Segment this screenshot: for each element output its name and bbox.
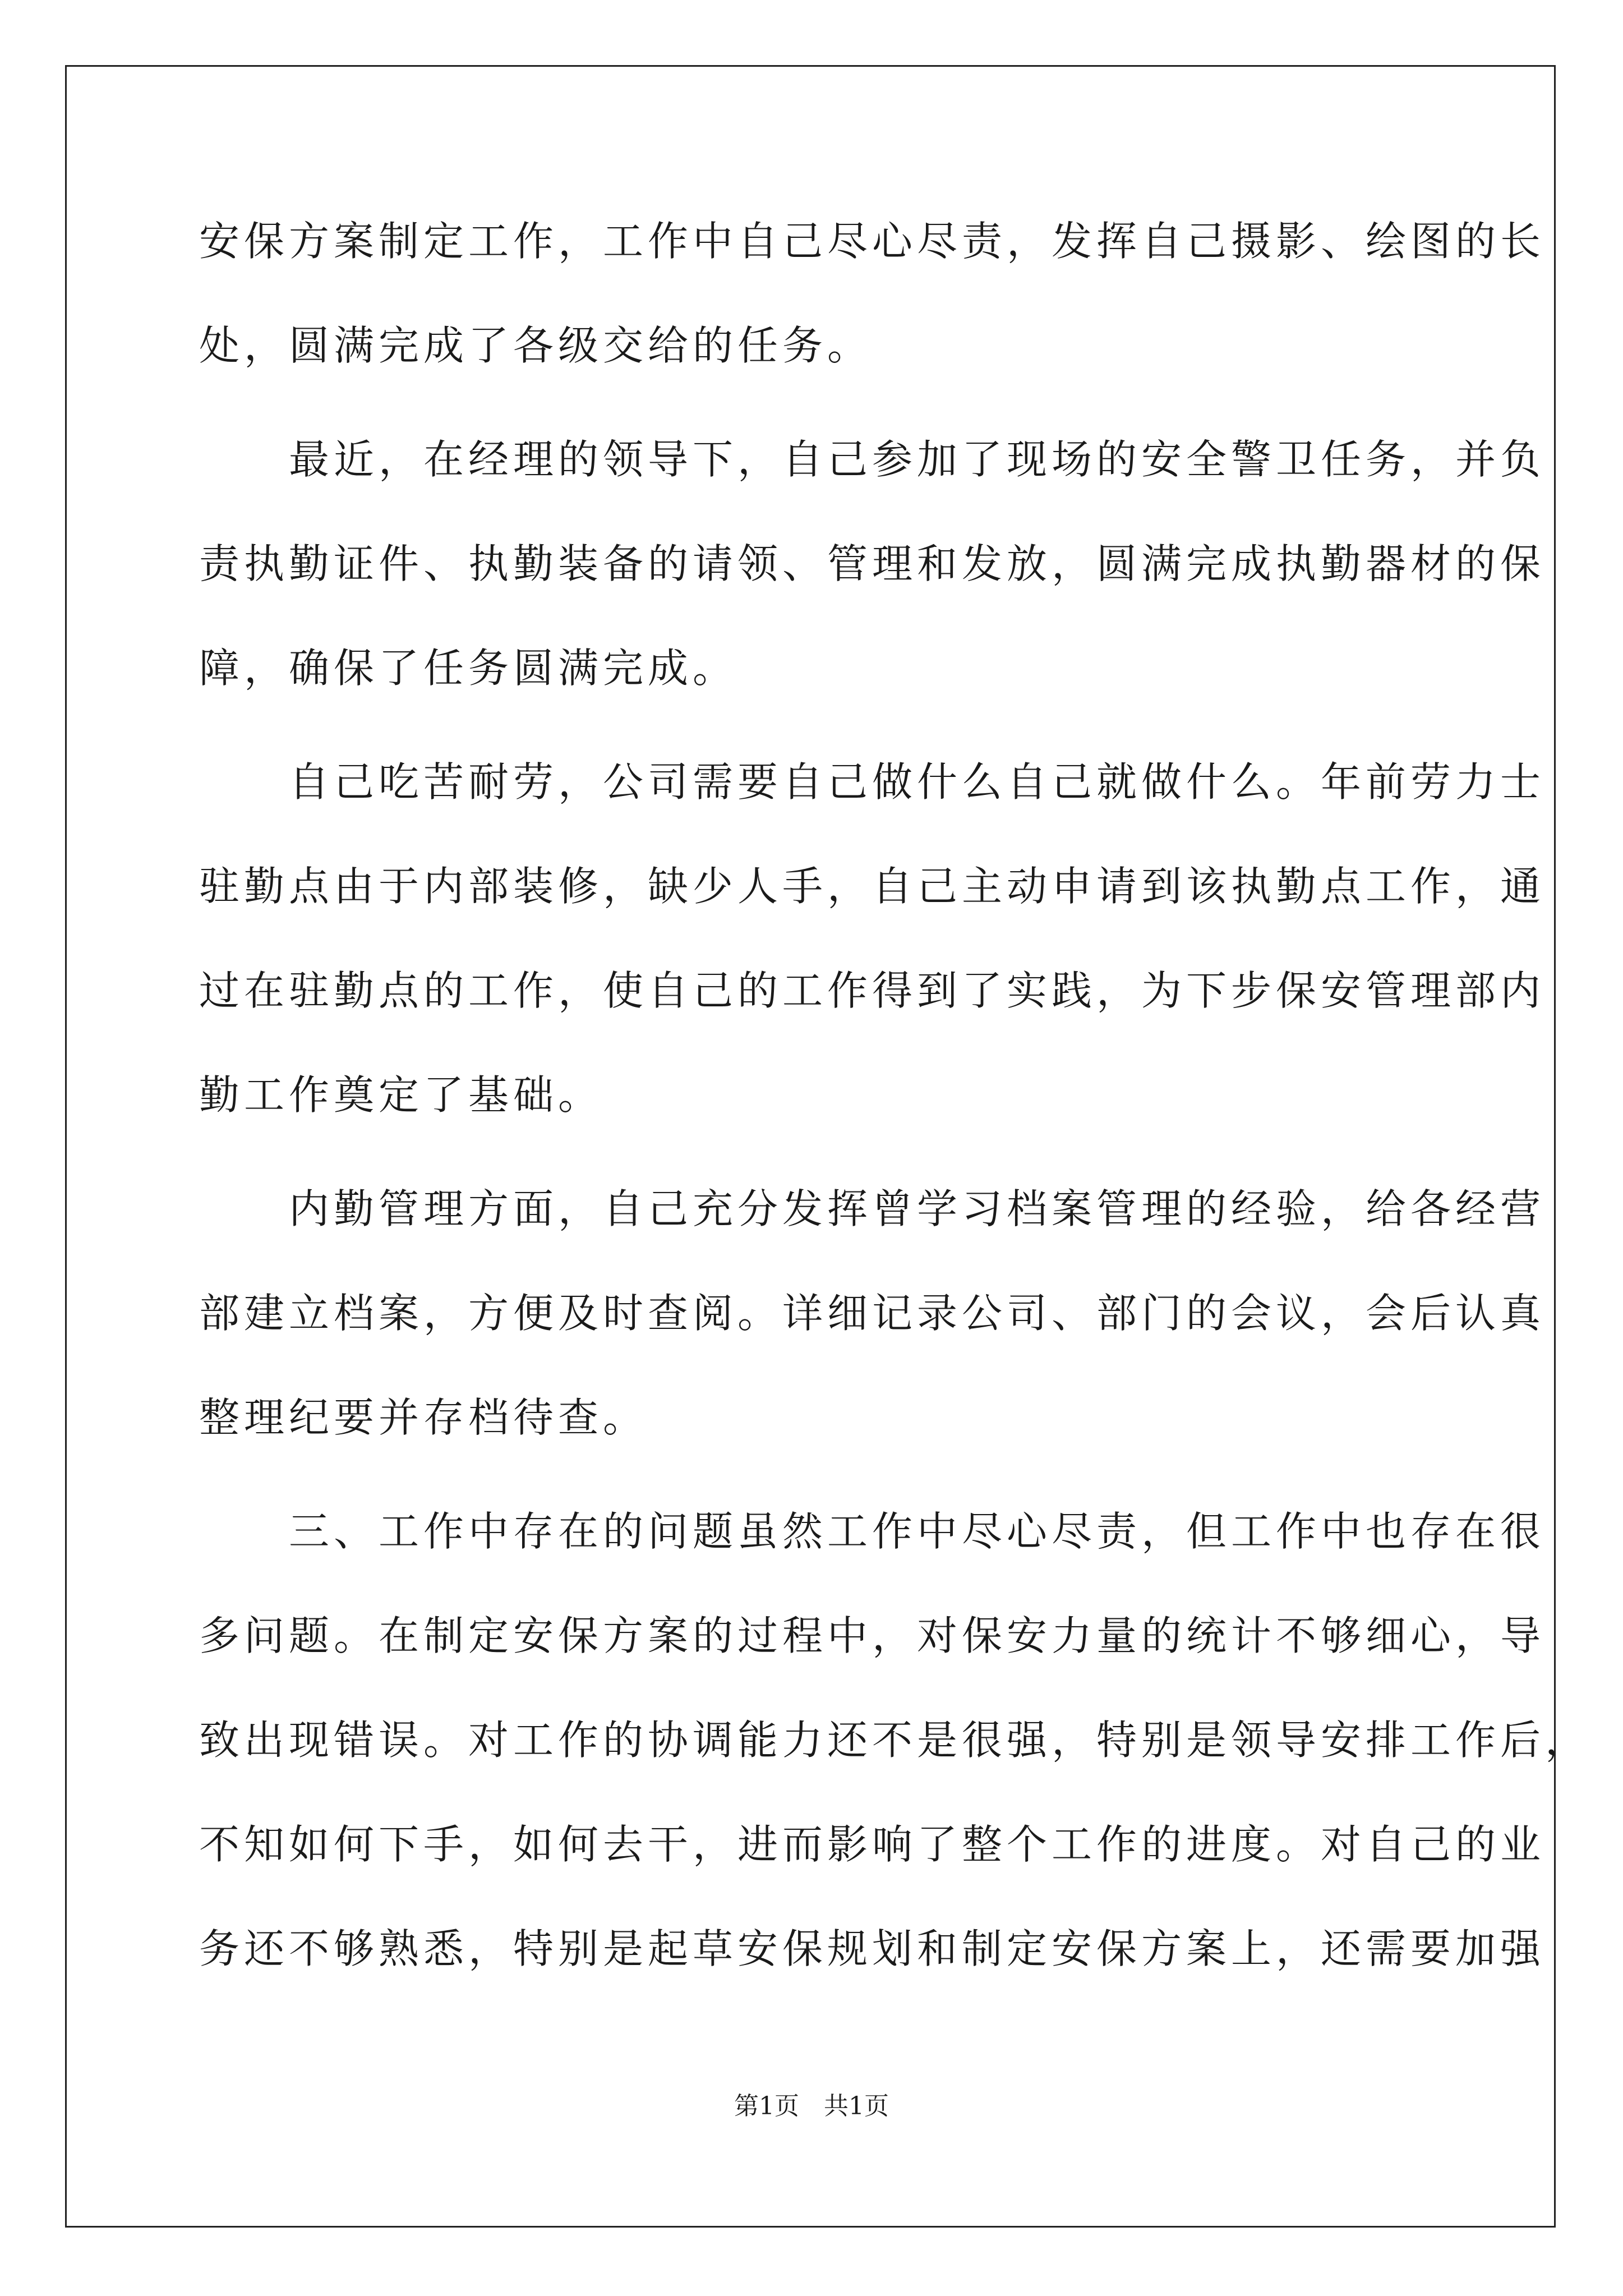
text-line: 不知如何下手，如何去干，进而影响了整个工作的进度。对自己的业 bbox=[199, 1821, 1546, 1868]
text-line: 障，确保了任务圆满完成。 bbox=[199, 645, 738, 692]
text-line: 内勤管理方面，自己充分发挥曾学习档案管理的经验，给各经营 bbox=[199, 1185, 1546, 1232]
text-line: 最近，在经理的领导下，自己参加了现场的安全警卫任务，并负 bbox=[199, 436, 1546, 483]
text-line: 三、工作中存在的问题虽然工作中尽心尽责，但工作中也存在很 bbox=[199, 1508, 1546, 1555]
page-number-footer: 第1页 共1页 bbox=[734, 2092, 889, 2120]
text-line: 驻勤点由于内部装修，缺少人手，自己主动申请到该执勤点工作，通 bbox=[199, 863, 1546, 910]
text-line: 安保方案制定工作，工作中自己尽心尽责，发挥自己摄影、绘图的长 bbox=[199, 218, 1546, 265]
text-line: 整理纪要并存档待查。 bbox=[199, 1394, 648, 1441]
page-border bbox=[65, 65, 1556, 2228]
text-line: 处，圆满完成了各级交给的任务。 bbox=[199, 322, 873, 369]
text-line: 自己吃苦耐劳，公司需要自己做什么自己就做什么。年前劳力士 bbox=[199, 758, 1546, 806]
text-line: 勤工作奠定了基础。 bbox=[199, 1071, 603, 1119]
text-line: 致出现错误。对工作的协调能力还不是很强，特别是领导安排工作后， bbox=[199, 1717, 1590, 1764]
text-line: 过在驻勤点的工作，使自己的工作得到了实践，为下步保安管理部内 bbox=[199, 967, 1546, 1014]
text-line: 多问题。在制定安保方案的过程中，对保安力量的统计不够细心，导 bbox=[199, 1612, 1546, 1659]
text-line: 部建立档案，方便及时查阅。详细记录公司、部门的会议，会后认真 bbox=[199, 1290, 1546, 1337]
text-line: 责执勤证件、执勤装备的请领、管理和发放，圆满完成执勤器材的保 bbox=[199, 540, 1546, 587]
text-line: 务还不够熟悉，特别是起草安保规划和制定安保方案上，还需要加强 bbox=[199, 1925, 1546, 1972]
